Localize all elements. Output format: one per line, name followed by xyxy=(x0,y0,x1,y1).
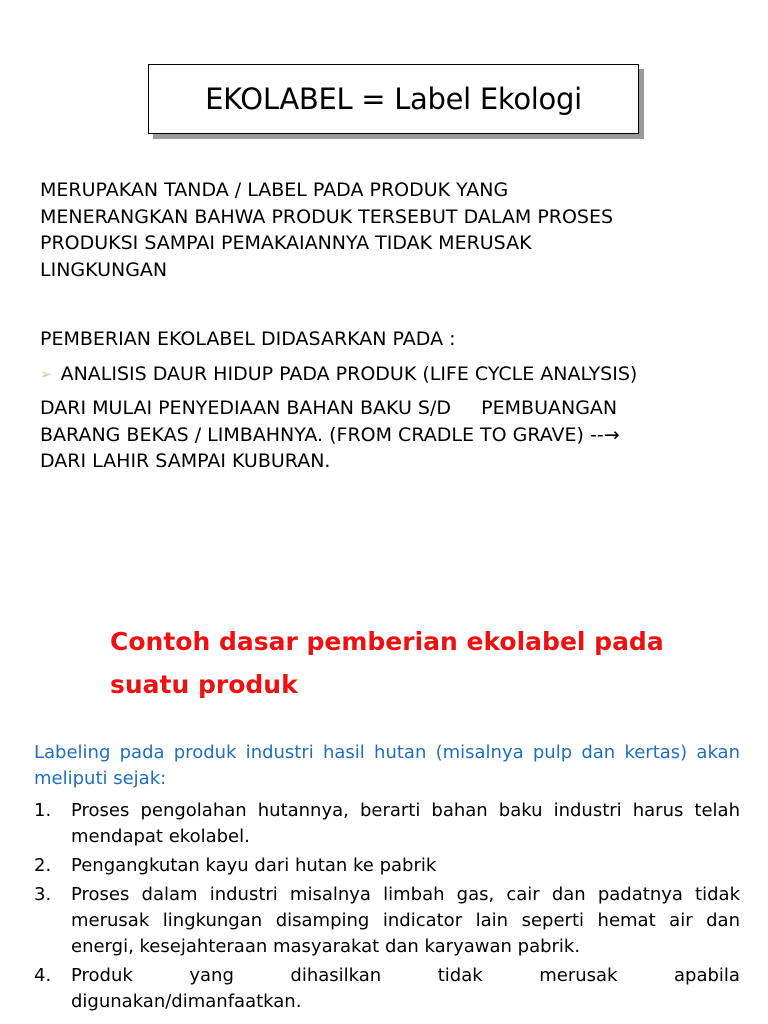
definition-line: LINGKUNGAN xyxy=(40,258,168,281)
definition-line: PRODUKSI SAMPAI PEMAKAIANNYA TIDAK MERUSAK xyxy=(40,232,532,254)
bullet-item xyxy=(40,361,637,388)
list-text-line: digunakan/dimanfaatkan. xyxy=(71,991,302,1012)
word: apabila xyxy=(674,965,740,986)
word: yang xyxy=(189,965,234,986)
section-title xyxy=(110,620,710,706)
definition-paragraph xyxy=(40,177,740,283)
word: dihasilkan xyxy=(290,965,382,986)
list-number: 3. xyxy=(34,884,52,905)
bullet-text: ANALISIS DAUR HIDUP PADA PRODUK (LIFE CYCLE ANALYSIS) xyxy=(60,363,638,385)
word: tidak xyxy=(437,965,483,986)
list-item xyxy=(34,853,740,879)
title-box xyxy=(148,64,639,134)
list-text-spread-line xyxy=(71,963,740,989)
page-title: EKOLABEL = Label Ekologi xyxy=(205,82,582,116)
numbered-list xyxy=(34,798,740,1018)
list-number: 1. xyxy=(34,800,52,821)
definition-line: MERUPAKAN TANDA / LABEL PADA PRODUK YANG xyxy=(40,179,509,201)
definition-line: MENERANGKAN BAHWA PRODUK TERSEBUT DALAM PROSES xyxy=(40,205,614,228)
basis-line: DARI MULAI PENYEDIAAN BAHAN BAKU S/D PEMBUANGAN xyxy=(40,397,618,419)
word: merusak xyxy=(539,965,618,986)
basis-line: BARANG BEKAS / LIMBAHNYA. (FROM CRADLE TO GRAVE) --→ xyxy=(40,423,620,446)
basis-description xyxy=(40,395,740,475)
word: Produk xyxy=(71,965,133,986)
list-number: 4. xyxy=(34,965,52,986)
list-text: Proses pengolahan hutannya, berarti bahan baku industri harus telah mendapat ekolabel. xyxy=(71,800,740,847)
basis-heading: PEMBERIAN EKOLABEL DIDASARKAN PADA : xyxy=(40,328,456,350)
list-text: Proses dalam industri misalnya limbah gas, cair dan padatnya tidak merusak lingkungan disamping indicator lain seperti hemat air dan energi, kesejahteraan masyarakat dan karyawan pabrik. xyxy=(71,884,740,957)
list-item xyxy=(34,798,740,850)
list-text: Pengangkutan kayu dari hutan ke pabrik xyxy=(71,855,437,876)
list-item xyxy=(34,882,740,960)
list-text xyxy=(71,963,740,1015)
arrow-bullet-icon: ➢ xyxy=(40,365,53,383)
intro-text: Labeling pada produk industri hasil hutan (misalnya pulp dan kertas) akan meliputi sejak: xyxy=(34,742,740,789)
section-title-line: Contoh dasar pemberian ekolabel pada xyxy=(110,627,664,656)
list-item xyxy=(34,963,740,1015)
section-title-line: suatu produk xyxy=(110,670,298,699)
slide-ekolabel-example xyxy=(0,512,768,1024)
basis-line: DARI LAHIR SAMPAI KUBURAN. xyxy=(40,450,331,472)
list-number: 2. xyxy=(34,855,52,876)
